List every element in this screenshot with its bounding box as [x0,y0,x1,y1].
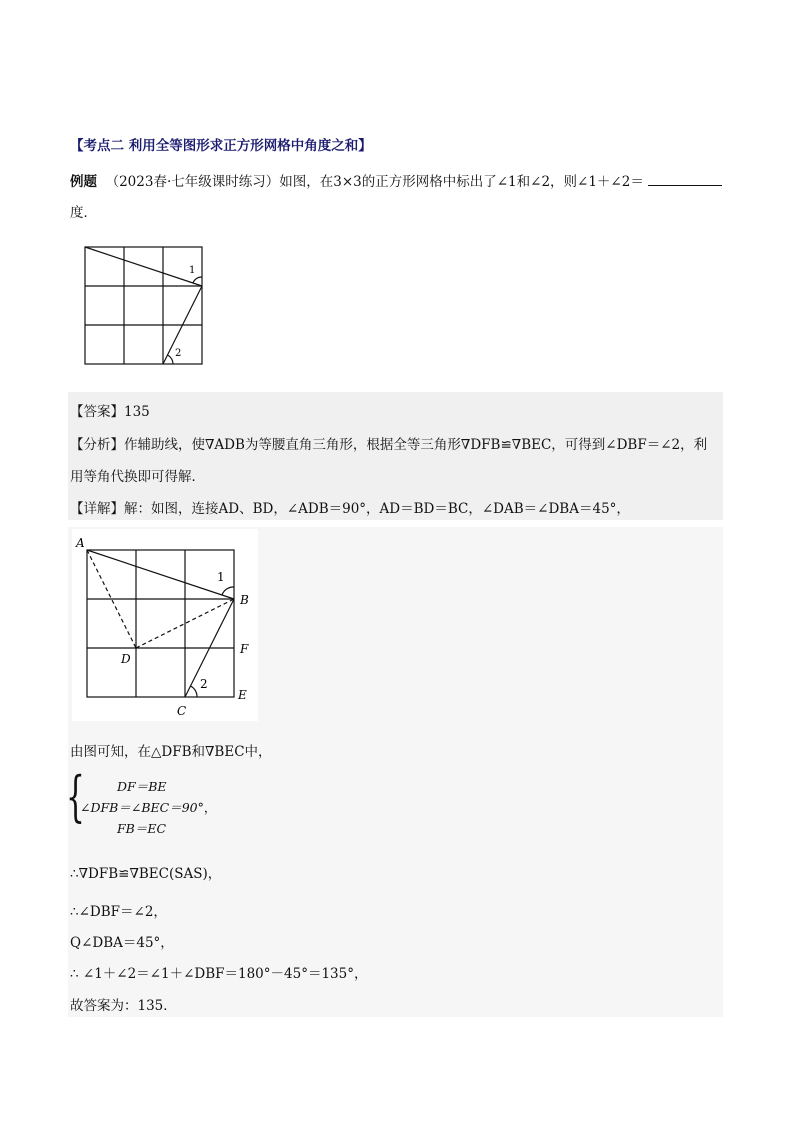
detail-text: 解：如图，连接AD、BD，∠ADB＝90°，AD＝BD＝BC，∠DAB＝∠DBA＝45°， [124,501,630,517]
solution-step-3: Q∠DBA＝45°， [70,935,174,951]
grid-figure-1 [80,242,210,370]
point-A-label: A [76,536,85,550]
example-tail: 度． [70,205,97,221]
answer-line [70,400,150,420]
system-eq-2-tail: ， [203,800,217,815]
analysis-line-2: 用等角代换即可得解． [70,469,205,485]
answer-blank [648,173,722,186]
grid-figure-2 [72,529,258,721]
system-eq-1: DF＝BE [117,779,167,794]
answer-label: 【答案】 [70,404,124,420]
solution-step-4: ∴ ∠1＋∠2＝∠1＋∠DBF＝180°－45°＝135°， [70,966,368,982]
section-heading: 【考点二 利用全等图形求正方形网格中角度之和】 [70,138,372,154]
detail-label: 【详解】 [70,501,124,517]
system-brace: { [66,765,85,828]
point-C-label: C [177,704,187,718]
analysis-line-1 [70,433,707,453]
answer-value: 135 [124,404,150,420]
solution-step-2: ∴∠DBF＝∠2， [70,904,167,920]
analysis-label: 【分析】 [70,437,124,453]
example-label: 例题 [70,174,97,190]
point-F-label: F [240,642,249,656]
point-E-label: E [238,688,247,702]
solution-intro: 由图可知，在△DFB和∇BEC中， [70,744,272,760]
example-question [70,170,722,190]
figure2-angle1-label: 1 [217,570,225,584]
detail-line [70,497,630,517]
example-text: （2023春·七年级课时练习）如图，在3×3的正方形网格中标出了∠1和∠2，则∠1＋∠2＝ [105,174,644,190]
system-eq-3: FB＝EC [117,821,167,836]
analysis-text-1: 作辅助线，使∇ADB为等腰直角三角形，根据全等三角形∇DFB≌∇BEC，可得到∠DBF＝∠2，利 [124,437,708,453]
figure1-angle1-label: 1 [189,265,196,276]
system-eq-2-text: ∠DFB＝∠BEC＝90° [80,800,204,815]
figure2-angle2-label: 2 [200,677,208,691]
figure1-angle2-label: 2 [175,348,182,359]
point-D-label: D [121,652,131,666]
system-eq-2 [80,798,216,816]
solution-step-1: ∴∇DFB≌∇BEC(SAS)， [70,866,222,882]
point-B-label: B [240,593,249,607]
solution-final: 故答案为：135． [70,998,177,1014]
